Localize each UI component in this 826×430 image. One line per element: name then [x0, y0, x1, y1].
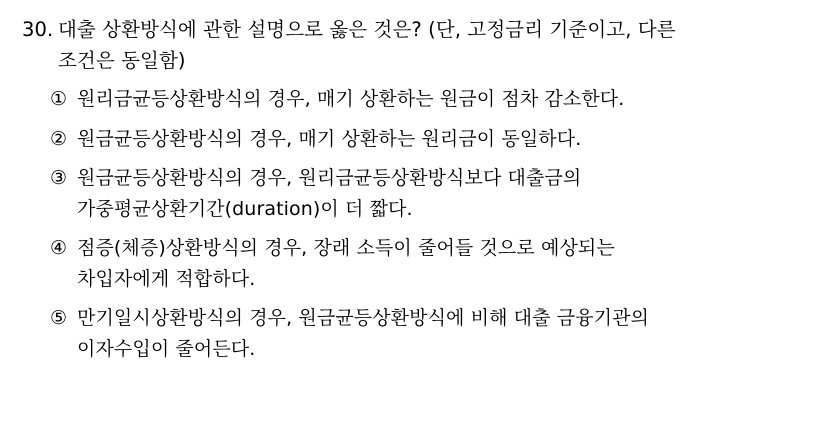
choice-item-3[interactable]	[50, 163, 806, 224]
choice-item-5[interactable]	[50, 303, 806, 364]
choice-text-1: 원리금균등상환방식의 경우, 매기 상환하는 원금이 점차 감소한다.	[77, 88, 625, 110]
choice-marker-5: ⑤	[50, 307, 68, 329]
choice-marker-3: ③	[50, 167, 68, 189]
question-number: 30.	[22, 18, 54, 41]
choice-text-4: 점증(체증)상환방식의 경우, 장래 소득이 줄어들 것으로 예상되는 차입자에게 적합하다.	[77, 237, 615, 290]
choice-text-2: 원금균등상환방식의 경우, 매기 상환하는 원리금이 동일하다.	[77, 127, 582, 150]
question-text: 대출 상환방식에 관한 설명으로 옳은 것은? (단, 고정금리 기준이고, 다른 조건은 동일함)	[58, 18, 676, 72]
question-header	[22, 14, 806, 76]
choice-item-4[interactable]	[50, 233, 806, 294]
choice-list	[50, 84, 806, 364]
choice-marker-1: ①	[50, 88, 68, 110]
question-block	[22, 14, 806, 373]
choice-text-5: 만기일시상환방식의 경우, 원금균등상환방식에 비해 대출 금융기관의 이자수입이 줄어든다.	[77, 307, 650, 360]
choice-text-3: 원금균등상환방식의 경우, 원리금균등상환방식보다 대출금의 가중평균상환기간(duration)이 더 짧다.	[77, 167, 582, 220]
choice-marker-2: ②	[50, 127, 68, 150]
choice-item-2[interactable]	[50, 124, 806, 155]
choice-item-1[interactable]	[50, 84, 806, 115]
choice-marker-4: ④	[50, 237, 68, 259]
